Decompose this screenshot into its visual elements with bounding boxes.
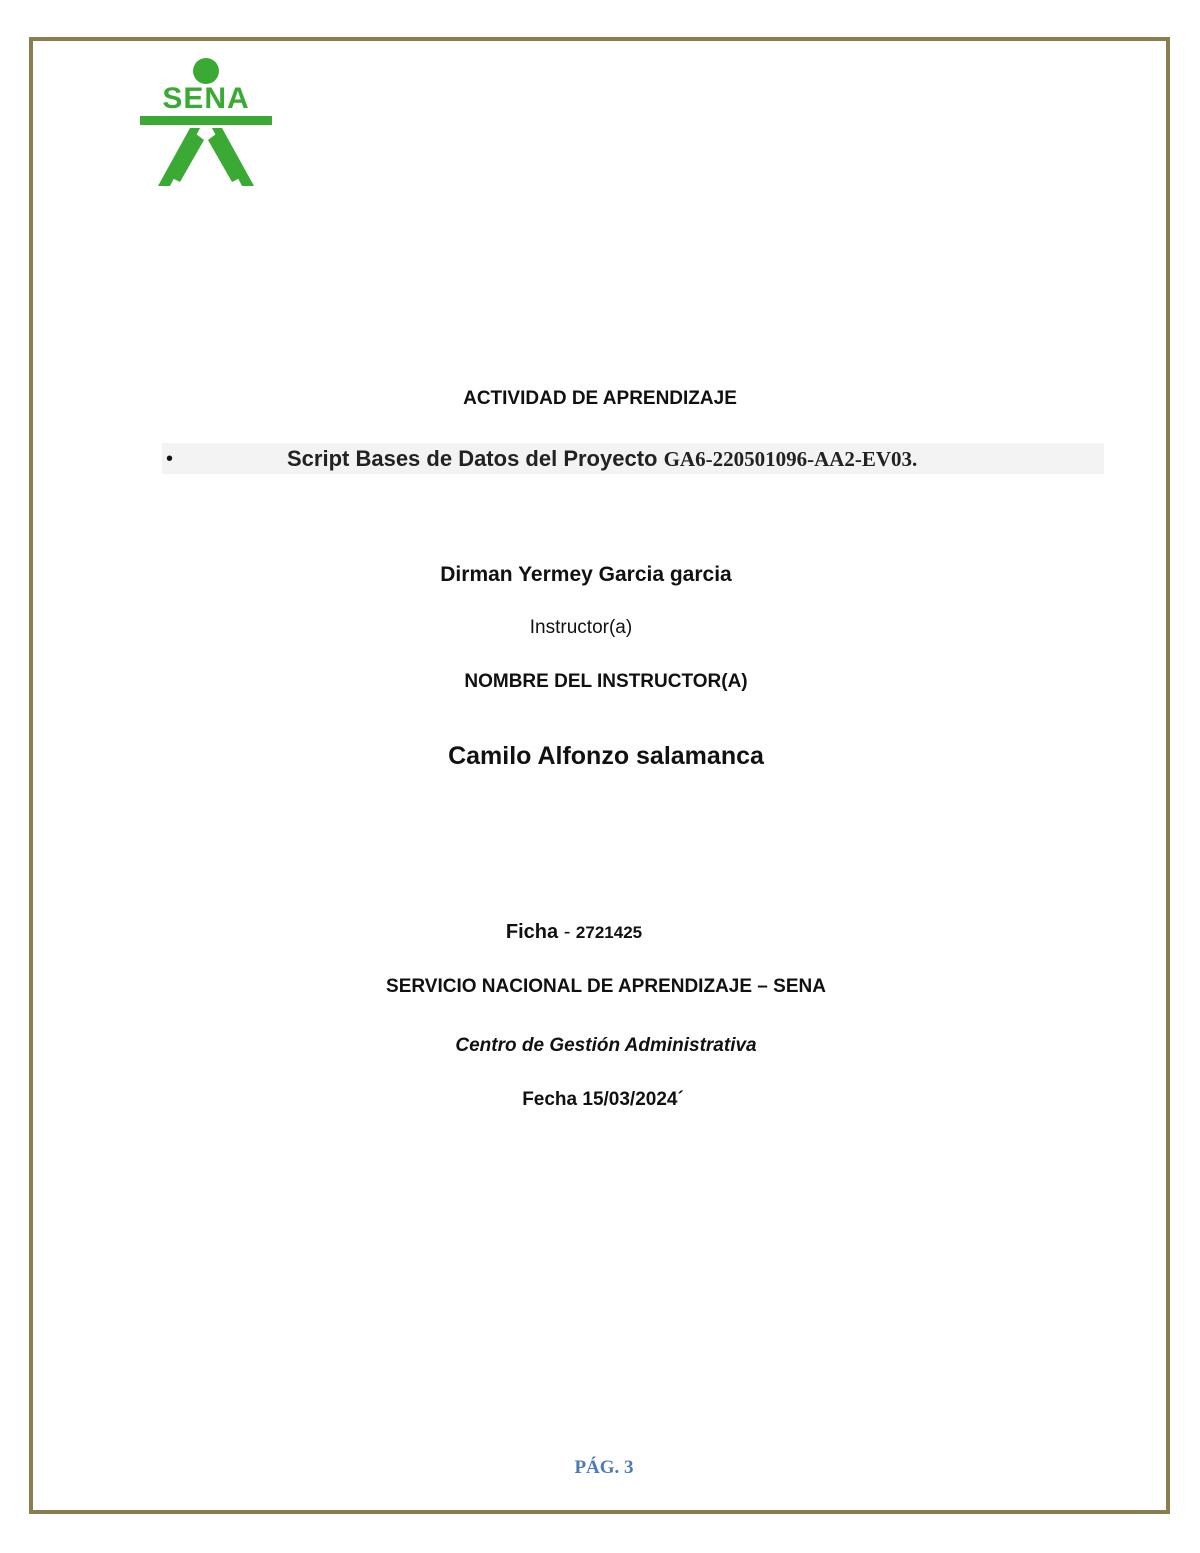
logo-text: SENA — [162, 82, 250, 115]
student-name: Dirman Yermey Garcia garcia — [440, 563, 732, 586]
ficha-number: 2721425 — [575, 923, 643, 942]
page-number: PÁG. 3 — [574, 1457, 634, 1478]
ficha-separator: - — [558, 921, 576, 943]
date: Fecha 15/03/2024´ — [522, 1089, 684, 1110]
bullet-code: GA6-220501096-AA2-EV03. — [663, 447, 918, 471]
sena-logo — [138, 56, 274, 188]
ficha — [0, 921, 1174, 944]
instructor-name: Camilo Alfonzo salamanca — [448, 742, 764, 770]
instructor-heading: NOMBRE DEL INSTRUCTOR(A) — [464, 671, 748, 692]
institution-name: SERVICIO NACIONAL DE APRENDIZAJE – SENA — [386, 976, 826, 997]
logo-head — [193, 58, 219, 84]
instructor-label: Instructor(a) — [529, 617, 633, 638]
page-border — [29, 37, 1170, 1514]
bullet-text-main: Script Bases de Datos del Proyecto — [287, 446, 664, 471]
center-name: Centro de Gestión Administrativa — [455, 1035, 757, 1056]
bullet-dot: • — [166, 448, 174, 470]
ficha-label: Ficha — [505, 921, 559, 943]
activity-title: ACTIVIDAD DE APRENDIZAJE — [463, 388, 737, 409]
bullet-item — [162, 443, 1104, 474]
logo-arms-bar — [140, 116, 272, 125]
bullet-text — [287, 443, 917, 475]
